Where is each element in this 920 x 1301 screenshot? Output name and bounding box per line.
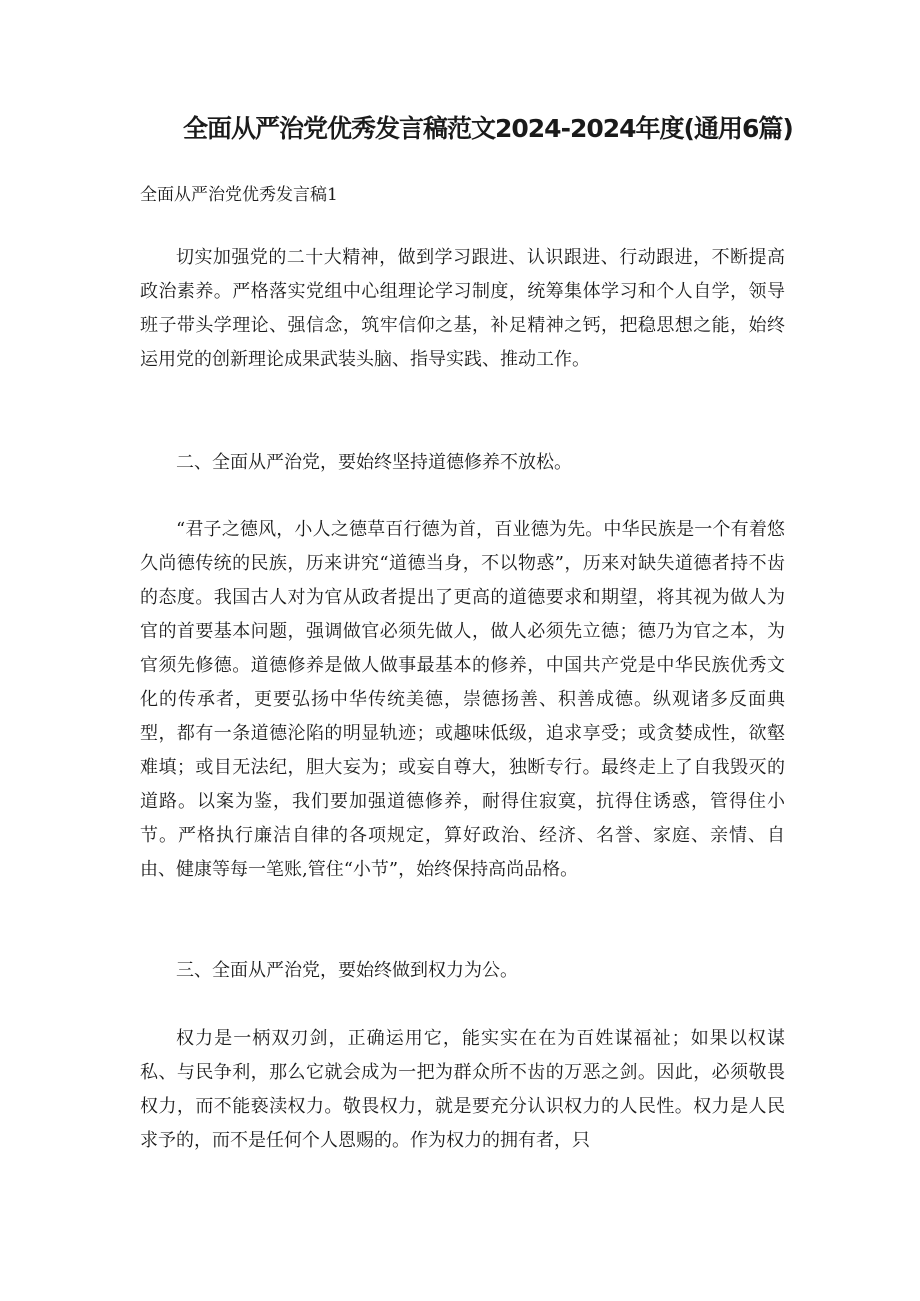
section-heading-3: 三、全面从严治党，要始终做到权力为公。 [176,960,518,981]
article-subtitle: 全面从严治党优秀发言稿1 [140,185,338,205]
paragraph-3: 权力是一柄双刃剑，正确运用它，能实实在在为百姓谋福祉；如果以权谋私、与民争利，那么它就会成为一把为群众所不齿的万恶之剑。因此，必须敬畏权力，而不能亵渎权力。敬畏权力，就是要充分认识权力的人民性。权力是人民求予的，而不是任何个人恩赐的。作为权力的拥有者，只 [140,1028,785,1151]
section-heading-2: 二、全面从严治党，要始终坚持道德修养不放松。 [176,452,572,473]
document-title: 全面从严治党优秀发言稿范文2024-2024年度(通用6篇) [183,114,793,143]
paragraph-1: 切实加强党的二十大精神，做到学习跟进、认识跟进、行动跟进，不断提高政治素养。严格落实党组中心组理论学习制度，统筹集体学习和个人自学，领导班子带头学理论、强信念，筑牢信仰之基，补足精神之钙，把稳思想之能，始终运用党的创新理论成果武装头脑、指导实践、推动工作。 [140,247,785,370]
paragraph-2: “君子之德风，小人之德草百行德为首，百业德为先。中华民族是一个有着悠久尚德传统的民族，历来讲究“道德当身，不以物惑”，历来对缺失道德者持不齿的态度。我国古人对为官从政者提出了更高的道德要求和期望，将其视为做人为官的首要基本问题，强调做官必须先做人，做人必须先立德；德乃为官之本，为官须先修德。道德修养是做人做事最基本的修养，中国共产党是中华民族优秀文化的传承者，更要弘扬中华传统美德，崇德扬善、积善成德。纵观诸多反面典型，都有一条道德沦陷的明显轨迹；或趣味低级，追求享受；或贪婪成性，欲壑难填；或目无法纪，胆大妄为；或妄自尊大，独断专行。最终走上了自我毁灭的道路。以案为鉴，我们要加强道德修养，耐得住寂寞，抗得住诱惑，管得住小节。严格执行廉洁自律的各项规定，算好政治、经济、名誉、家庭、亲情、自由、健康等每一笔账,管住“小节”，始终保持高尚品格。 [140,519,785,880]
